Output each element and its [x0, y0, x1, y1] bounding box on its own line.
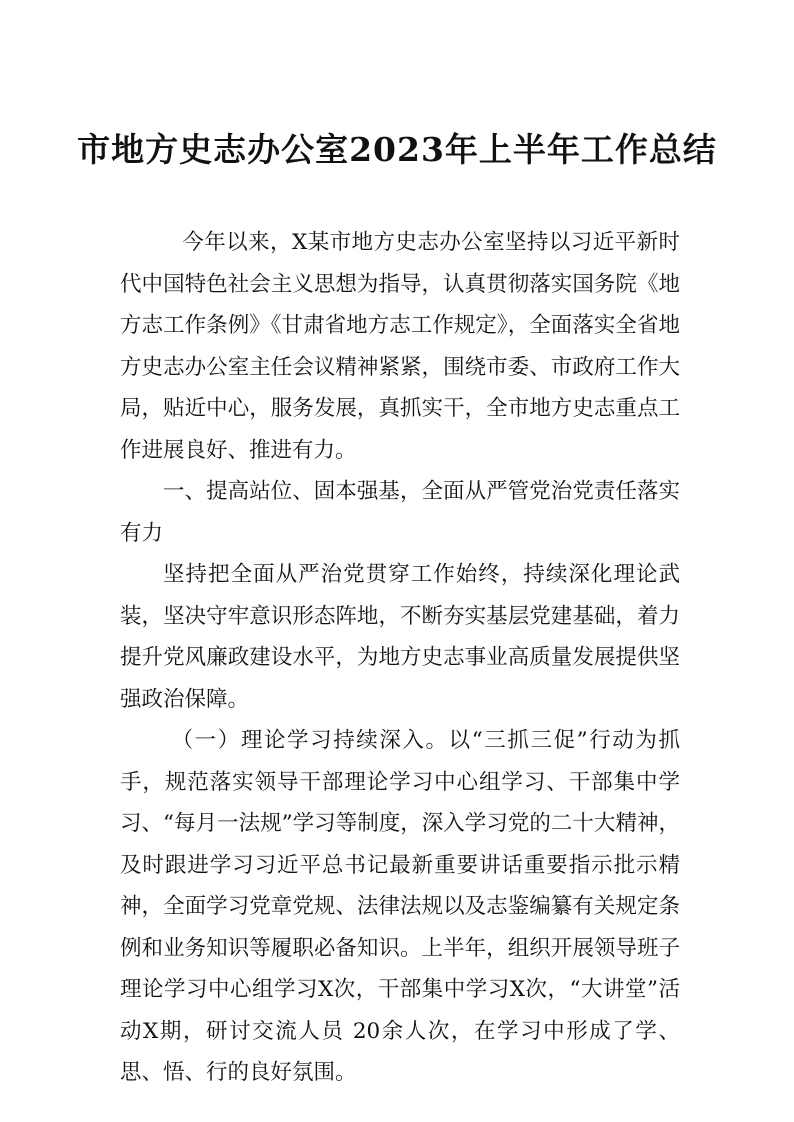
document-body — [120, 222, 680, 1094]
subsection-1-paragraph: （一）理论学习持续深入。以“三抓三促”行动为抓手，规范落实领导干部理论学习中心组学习、干部集中学习、“每月一法规”学习等制度，深入学习党的二十大精神，及时跟进学习习近平总书记最新重要讲话重要指示批示精神，全面学习党章党规、法律法规以及志鉴编纂有关规定条例和业务知识等履职必备知识。上半年，组织开展领导班子理论学习中心组学习X次，干部集中学习X次，“大讲堂”活动X期，研讨交流人员 20余人次，在学习中形成了学、思、悟、行的良好氛围。 — [120, 728, 680, 1085]
document-title: 市地方史志办公室2023年上半年工作总结 — [77, 130, 717, 169]
section-1-paragraph: 坚持把全面从严治党贯穿工作始终，持续深化理论武装，坚决守牢意识形态阵地，不断夯实基层党建基础，着力提升党风廉政建设水平，为地方史志事业高质量发展提供坚强政治保障。 — [120, 562, 680, 712]
section-heading-1: 一、提高站位、固本强基，全面从严管党治党责任落实有力 — [120, 479, 680, 546]
intro-paragraph: 今年以来，X某市地方史志办公室坚持以习近平新时代中国特色社会主义思想为指导，认真贯彻落实国务院《地方志工作条例》《甘肃省地方志工作规定》，全面落实全省地方史志办公室主任会议精神紧紧，围绕市委、市政府工作大局，贴近中心，服务发展，真抓实干，全市地方史志重点工作进展良好、推进有力。 — [120, 230, 680, 463]
